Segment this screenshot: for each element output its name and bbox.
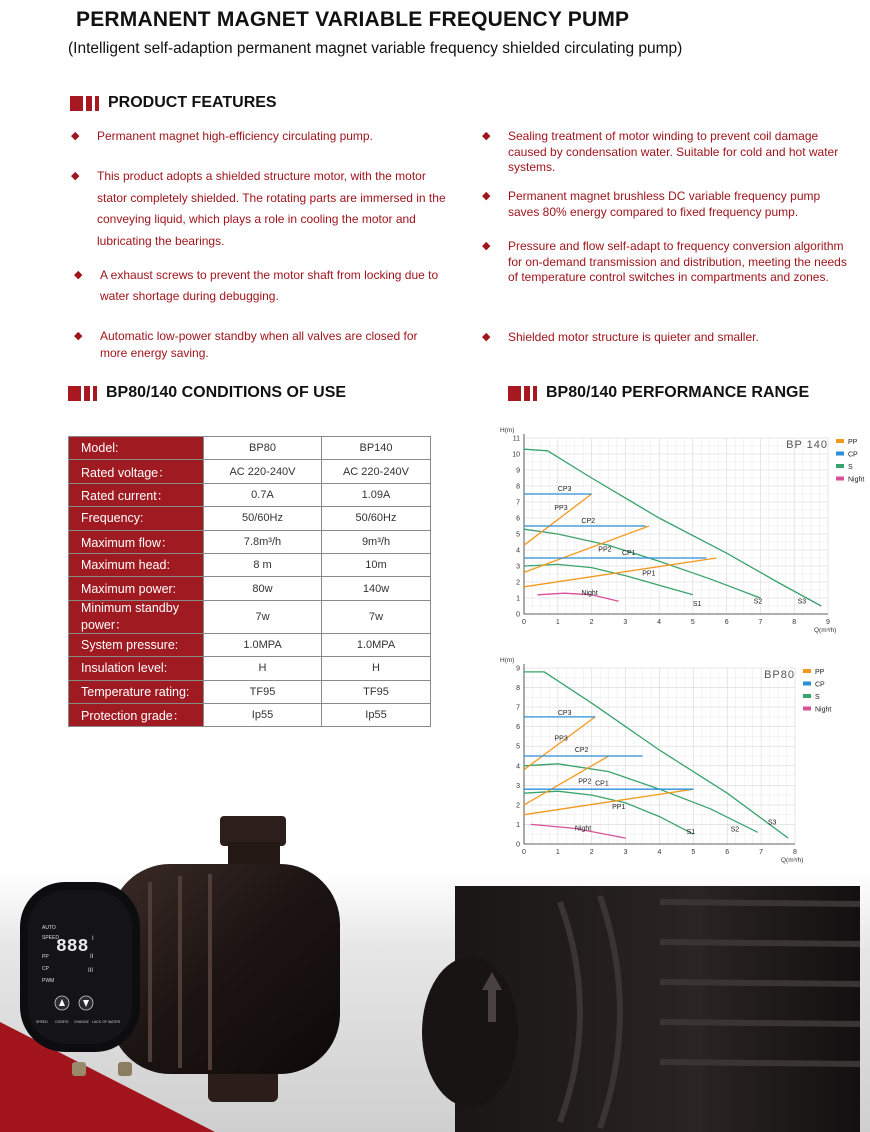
- x-tick-label: 2: [589, 849, 594, 856]
- table-row: [69, 703, 431, 726]
- features-heading-text: PRODUCT FEATURES: [108, 94, 277, 111]
- cable-gland: [72, 1062, 86, 1076]
- conditions-heading: [68, 384, 346, 402]
- table-row: [69, 507, 431, 530]
- bp80-value: 1.0MPA: [204, 633, 322, 656]
- bp140-value: H: [322, 657, 431, 680]
- y-tick-label: 2: [516, 802, 520, 810]
- bp80-value: 0.7A: [204, 483, 322, 506]
- mode-label: SPEED: [42, 935, 59, 941]
- series-annotation: CP2: [574, 747, 589, 755]
- y-tick-label: 2: [516, 579, 520, 587]
- bp80-value: 8 m: [204, 553, 322, 576]
- row-label: Rated current：: [69, 483, 204, 506]
- features-heading: [70, 94, 277, 112]
- y-tick-label: 0: [516, 611, 520, 619]
- performance-heading-text: BP80/140 PERFORMANCE RANGE: [546, 384, 810, 401]
- series-annotation: PP2: [598, 546, 612, 554]
- series-line-s3: [524, 449, 821, 606]
- y-tick-label: 3: [516, 782, 520, 790]
- mode-label: CP: [42, 966, 49, 972]
- y-tick-label: 8: [516, 483, 520, 491]
- x-tick-label: 4: [657, 619, 662, 626]
- feature-text: Pressure and flow self-adapt to frequency conversion algorithm for on-demand transmission and distribution, meeting the needs of temperature control switches in compartments and zones.: [508, 239, 847, 284]
- digit-display: 888: [56, 937, 89, 957]
- row-label: Protection grade：: [69, 703, 204, 726]
- feature-item: [71, 166, 459, 252]
- x-tick-label: 0: [522, 849, 526, 856]
- performance-heading: [508, 384, 809, 402]
- x-tick-label: 7: [759, 849, 764, 856]
- feature-item: [482, 329, 848, 346]
- series-annotation: CP2: [581, 517, 596, 525]
- bp140-value: 10m: [322, 553, 431, 576]
- series-annotation: S1: [692, 601, 702, 608]
- row-label: System pressure:: [69, 633, 204, 656]
- x-tick-label: 5: [691, 849, 696, 856]
- bp80-value: TF95: [204, 680, 322, 703]
- series-annotation: PP3: [554, 505, 568, 512]
- section-bars-icon: [70, 96, 99, 111]
- series-annotation: S2: [730, 826, 740, 834]
- x-tick-label: 8: [792, 619, 797, 626]
- bp140-value: 1.09A: [322, 483, 431, 506]
- legend-swatch: [836, 464, 844, 468]
- x-tick-label: 4: [657, 849, 662, 856]
- series-annotation: S3: [797, 598, 807, 606]
- conditions-table: [68, 436, 431, 727]
- diamond-bullet-icon: ◆: [71, 130, 80, 142]
- bp140-value: Ip55: [322, 703, 431, 726]
- y-tick-label: 8: [516, 685, 520, 693]
- y-tick-label: 4: [516, 763, 520, 771]
- series-annotation: CP3: [557, 485, 572, 493]
- series-annotation: S3: [767, 819, 777, 827]
- bp140-performance-chart: [490, 418, 870, 640]
- chart-title: BP 140: [786, 439, 828, 451]
- button-label: CONFIG: [55, 1020, 69, 1024]
- diamond-bullet-icon: ◆: [482, 130, 491, 142]
- series-annotation: CP1: [595, 780, 609, 788]
- table-row: [69, 600, 431, 633]
- x-tick-label: 8: [793, 849, 797, 856]
- legend-label: PP: [815, 669, 825, 676]
- legend-label: PP: [848, 439, 858, 446]
- legend-swatch: [803, 707, 811, 711]
- feature-text: Shielded motor structure is quieter and smaller.: [508, 330, 759, 344]
- mode-label: AUTO: [42, 925, 56, 931]
- bp140-value: 9m³/h: [322, 530, 431, 553]
- table-row: [69, 657, 431, 680]
- legend-swatch: [803, 694, 811, 698]
- y-tick-label: 7: [516, 704, 520, 712]
- table-row: [69, 680, 431, 703]
- series-annotation: PP1: [642, 570, 656, 578]
- feature-text: Permanent magnet brushless DC variable frequency pump saves 80% energy compared to fixed frequency pump.: [508, 189, 821, 219]
- x-tick-label: 3: [623, 619, 628, 626]
- y-tick-label: 9: [516, 665, 520, 673]
- feature-text: A exhaust screws to prevent the motor shaft from locking due to water shortage during debugging.: [100, 268, 439, 303]
- x-tick-label: 3: [623, 849, 628, 856]
- table-row: [69, 553, 431, 576]
- legend-swatch: [836, 439, 844, 443]
- legend-label: CP: [815, 681, 825, 689]
- legend-label: Night: [815, 706, 832, 714]
- feature-text: This product adopts a shielded structure motor, with the motor stator completely shielded. The rotating parts are immersed in the conveying liquid, which plays a role in cooling the motor and lubricating the bearings.: [97, 169, 446, 248]
- speed-level-label: II: [90, 954, 94, 960]
- x-tick-label: 1: [555, 849, 560, 856]
- speed-level-label: I: [92, 936, 94, 942]
- table-row: [69, 483, 431, 506]
- page-title: PERMANENT MAGNET VARIABLE FREQUENCY PUMP: [76, 8, 630, 31]
- section-bars-icon: [508, 386, 537, 401]
- series-annotation: S2: [753, 598, 763, 606]
- motor-closeup: [422, 886, 860, 1132]
- feature-item: [482, 239, 860, 286]
- speed-level-label: III: [88, 968, 94, 974]
- table-row: [69, 460, 431, 483]
- series-annotation: PP2: [578, 778, 592, 786]
- table-row: [69, 633, 431, 656]
- diamond-bullet-icon: ◆: [74, 269, 83, 281]
- x-tick-label: 2: [589, 619, 594, 626]
- legend-swatch: [803, 669, 811, 673]
- bp80-value: Ip55: [204, 703, 322, 726]
- x-tick-label: 0: [522, 619, 526, 626]
- bp140-value: 1.0MPA: [322, 633, 431, 656]
- y-axis-label: H(m): [500, 427, 515, 434]
- row-label: Rated voltage：: [69, 460, 204, 483]
- table-row: [69, 437, 431, 460]
- series-annotation: S1: [686, 829, 696, 837]
- table-row: [69, 530, 431, 553]
- feature-item: [71, 128, 437, 145]
- legend-label: Night: [848, 476, 865, 484]
- button-label: SPEED: [36, 1020, 48, 1024]
- row-label: Model:: [69, 437, 204, 460]
- bp140-value: 140w: [322, 577, 431, 600]
- bp80-value: BP80: [204, 437, 322, 460]
- legend-swatch: [803, 682, 811, 686]
- row-label: Frequency:: [69, 507, 204, 530]
- row-label: Temperature rating:: [69, 680, 204, 703]
- feature-text: Automatic low-power standby when all valves are closed for more energy saving.: [100, 329, 418, 360]
- bp140-value: 7w: [322, 600, 431, 633]
- y-tick-label: 6: [516, 724, 520, 732]
- pump-product-photo: [0, 812, 870, 1132]
- legend-label: CP: [848, 451, 858, 459]
- legend-swatch: [836, 452, 844, 456]
- row-label: Maximum power:: [69, 577, 204, 600]
- bp140-value: 50/60Hz: [322, 507, 431, 530]
- feature-item: [482, 189, 853, 220]
- mode-label: PP: [42, 954, 49, 960]
- x-tick-label: 5: [690, 619, 695, 626]
- section-bars-icon: [68, 386, 97, 401]
- y-tick-label: 0: [516, 841, 520, 849]
- bp80-value: 7w: [204, 600, 322, 633]
- y-tick-label: 10: [512, 451, 520, 459]
- y-tick-label: 4: [516, 547, 520, 555]
- y-tick-label: 7: [516, 499, 520, 507]
- x-axis-label: Q(m³/h): [814, 627, 837, 634]
- legend-swatch: [836, 477, 844, 481]
- series-annotation: Night: [574, 825, 592, 833]
- chart-title: BP80: [764, 669, 795, 681]
- bp80-value: 80w: [204, 577, 322, 600]
- row-label: Insulation level:: [69, 657, 204, 680]
- bp140-value: TF95: [322, 680, 431, 703]
- y-tick-label: 11: [512, 435, 520, 443]
- y-tick-label: 6: [516, 515, 520, 523]
- legend-label: S: [815, 694, 820, 701]
- legend-label: S: [848, 464, 853, 471]
- bp80-value: 50/60Hz: [204, 507, 322, 530]
- diamond-bullet-icon: ◆: [482, 331, 491, 343]
- series-annotation: PP1: [612, 803, 626, 811]
- feature-item: [74, 328, 440, 362]
- series-annotation: Night: [581, 589, 598, 597]
- series-line-pp3: [524, 717, 595, 770]
- bp80-value: 7.8m³/h: [204, 530, 322, 553]
- x-tick-label: 7: [758, 619, 763, 626]
- feature-text: Sealing treatment of motor winding to prevent coil damage caused by condensation water. Suitable for cold and hot water systems.: [508, 129, 839, 174]
- row-label: Maximum head:: [69, 553, 204, 576]
- y-axis-label: H(m): [500, 657, 515, 664]
- x-tick-label: 9: [826, 619, 830, 626]
- page-subtitle: (Intelligent self-adaption permanent magnet variable frequency shielded circulating pump): [68, 40, 683, 57]
- y-tick-label: 1: [516, 821, 520, 829]
- conditions-heading-text: BP80/140 CONDITIONS OF USE: [106, 384, 347, 401]
- x-axis-label: Q(m³/h): [781, 857, 804, 864]
- x-tick-label: 1: [555, 619, 560, 626]
- y-tick-label: 9: [516, 467, 520, 475]
- diamond-bullet-icon: ◆: [482, 240, 491, 252]
- row-label: Maximum flow：: [69, 530, 204, 553]
- bp140-value: AC 220-240V: [322, 460, 431, 483]
- feature-item: [482, 129, 858, 176]
- feature-text: Permanent magnet high-efficiency circulating pump.: [97, 129, 373, 143]
- series-annotation: CP3: [557, 709, 572, 717]
- diamond-bullet-icon: ◆: [74, 330, 83, 342]
- row-label: Minimum standby power：: [69, 600, 204, 633]
- series-line-night: [538, 593, 619, 601]
- y-tick-label: 1: [516, 595, 520, 603]
- mode-label: PWM: [42, 978, 55, 984]
- series-annotation: PP3: [554, 735, 568, 743]
- y-tick-label: 5: [516, 531, 520, 539]
- table-row: [69, 577, 431, 600]
- diamond-bullet-icon: ◆: [71, 170, 80, 182]
- bp140-value: BP140: [322, 437, 431, 460]
- button-label: LACK OF WATER: [92, 1020, 121, 1024]
- feature-item: [74, 265, 450, 307]
- diamond-bullet-icon: ◆: [482, 190, 491, 202]
- series-annotation: CP1: [621, 549, 636, 557]
- bp80-value: H: [204, 657, 322, 680]
- y-tick-label: 5: [516, 743, 520, 751]
- y-tick-label: 3: [516, 563, 520, 571]
- cable-gland: [118, 1062, 132, 1076]
- bp80-value: AC 220-240V: [204, 460, 322, 483]
- x-tick-label: 6: [724, 619, 729, 626]
- x-tick-label: 6: [725, 849, 730, 856]
- button-label: CHANGE: [74, 1020, 89, 1024]
